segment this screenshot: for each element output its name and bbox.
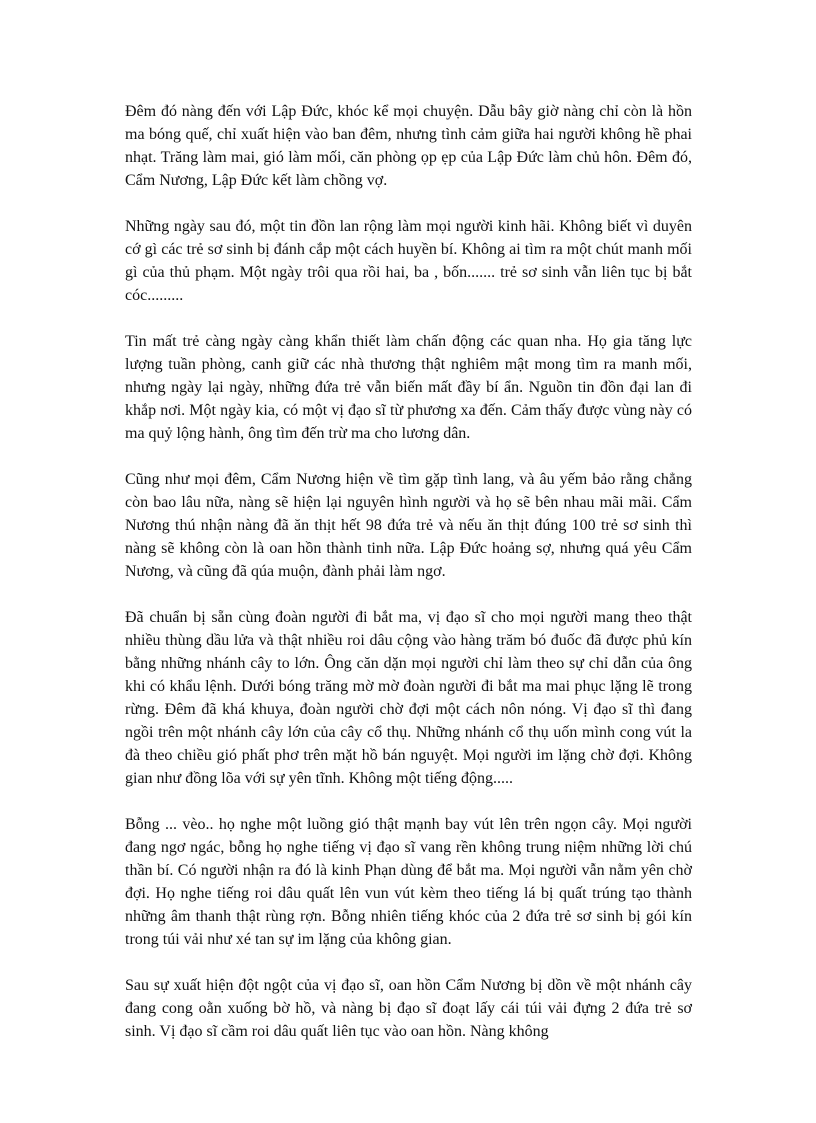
paragraph-3: Tin mất trẻ càng ngày càng khẩn thiết làm chấn động các quan nha. Họ gia tăng lực lượng tuần phòng, canh giữ các nhà thương thật nghiêm mật mong tìm ra manh mối, nhưng ngày lại ngày, những đứa trẻ vẫn biến mất đầy bí ẩn. Nguồn tin đồn đại lan đi khắp nơi. Một ngày kia, có một vị đạo sĩ từ phương xa đến. Cảm thấy được vùng này có ma quỷ lộng hành, ông tìm đến trừ ma cho lương dân. [125, 333, 692, 442]
paragraph-7: Sau sự xuất hiện đột ngột của vị đạo sĩ, oan hồn Cẩm Nương bị dồn về một nhánh cây đang cong oằn xuống bờ hồ, và nàng bị đạo sĩ đoạt lấy cái túi vải đựng 2 đứa trẻ sơ sinh. Vị đạo sĩ cầm roi dâu quất liên tục vào oan hồn. Nàng không [125, 977, 692, 1040]
paragraph-2: Những ngày sau đó, một tin đồn lan rộng làm mọi người kinh hãi. Không biết vì duyên cớ gì các trẻ sơ sinh bị đánh cắp một cách huyền bí. Không ai tìm ra một chút manh mối gì của thủ phạm. Một ngày trôi qua rồi hai, ba , bốn....... trẻ sơ sinh vẫn liên tục bị bắt cóc......... [125, 218, 692, 304]
paragraph-1: Đêm đó nàng đến với Lập Đức, khóc kể mọi chuyện. Dẫu bây giờ nàng chỉ còn là hồn ma bóng quế, chỉ xuất hiện vào ban đêm, nhưng tình cảm giữa hai người không hề phai nhạt. Trăng làm mai, gió làm mối, căn phòng ọp ẹp của Lập Đức làm chủ hôn. Đêm đó, Cẩm Nương, Lập Đức kết làm chồng vợ. [125, 103, 692, 189]
paragraph-6: Bỗng ... vèo.. họ nghe một luồng gió thật mạnh bay vút lên trên ngọn cây. Mọi người đang ngơ ngác, bỗng họ nghe tiếng vị đạo sĩ vang rền không trung niệm những lời chú thần bí. Có người nhận ra đó là kinh Phạn dùng để bắt ma. Mọi người vẫn nằm yên chờ đợi. Họ nghe tiếng roi dâu quất lên vun vút kèm theo tiếng lá bị quất trúng tạo thành những âm thanh thật rùng rợn. Bỗng nhiên tiếng khóc của 2 đứa trẻ sơ sinh bị gói kín trong túi vải như xé tan sự im lặng của không gian. [125, 816, 692, 948]
document-page [125, 100, 692, 1066]
paragraph-4: Cũng như mọi đêm, Cẩm Nương hiện về tìm gặp tình lang, và âu yếm bảo rằng chẳng còn bao lâu nữa, nàng sẽ hiện lại nguyên hình người và họ sẽ bên nhau mãi mãi. Cẩm Nương thú nhận nàng đã ăn thịt hết 98 đứa trẻ và nếu ăn thịt đúng 100 trẻ sơ sinh thì nàng sẽ không còn là oan hồn thành tinh nữa. Lập Đức hoảng sợ, nhưng quá yêu Cẩm Nương, và cũng đã qúa muộn, đành phải làm ngơ. [125, 471, 692, 580]
paragraph-5: Đã chuẩn bị sẵn cùng đoàn người đi bắt ma, vị đạo sĩ cho mọi người mang theo thật nhiều thùng dầu lửa và thật nhiều roi dâu cộng vào hàng trăm bó đuốc đã được phủ kín bằng những nhánh cây to lớn. Ông căn dặn mọi người chỉ làm theo sự chỉ dẫn của ông khi có khẩu lệnh. Dưới bóng trăng mờ mờ đoàn người đi bắt ma mai phục lặng lẽ trong rừng. Đêm đã khá khuya, đoàn người chờ đợi một cách nôn nóng. Vị đạo sĩ thì đang ngồi trên một nhánh cây lớn của cây cổ thụ. Những nhánh cổ thụ uốn mình cong vút la đà theo chiều gió phất phơ trên mặt hồ bán nguyệt. Mọi người im lặng chờ đợi. Không gian như đồng lõa với sự yên tĩnh. Không một tiếng động..... [125, 609, 692, 787]
